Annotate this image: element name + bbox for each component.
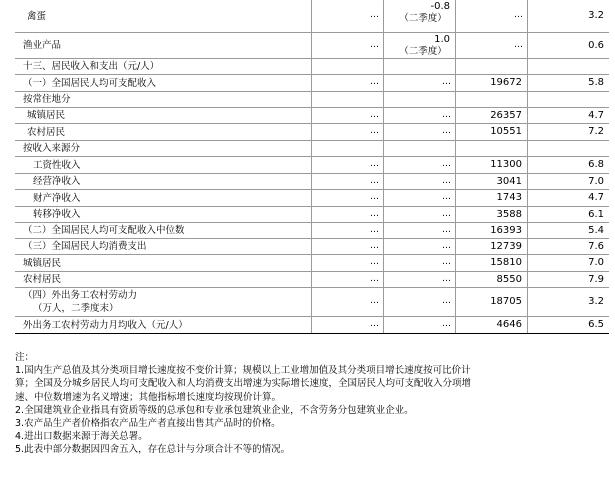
table-cell: [383, 174, 456, 189]
row-label: 农村居民: [27, 127, 66, 138]
table-cell: [311, 255, 384, 271]
table-cell: [455, 223, 528, 238]
row-label: （一）全国居民人均可支配收入: [23, 78, 157, 89]
ellipsis-mark: …: [442, 110, 450, 120]
table-cell: [311, 108, 384, 123]
table-cell: [383, 190, 456, 206]
ellipsis-mark: …: [370, 10, 378, 20]
ellipsis-mark: …: [370, 209, 378, 219]
table-cell: [455, 59, 528, 74]
table-cell: [383, 255, 456, 271]
table-cell: [383, 92, 456, 107]
table-cell: [311, 223, 384, 238]
table-cell: [311, 33, 384, 58]
cell-value: 7.2: [588, 126, 604, 137]
cell-value: 26357: [490, 110, 522, 121]
table-cell: [311, 239, 384, 254]
ellipsis-mark: …: [442, 209, 450, 219]
table-cell: [455, 0, 528, 32]
table-cell: [383, 239, 456, 254]
note-line: 5.此表中部分数据因四舍五入，存在总计与分项合计不等的情况。: [15, 444, 291, 456]
table-cell: [455, 157, 528, 173]
row-label: （二）全国居民人均可支配收入中位数: [23, 225, 185, 236]
ellipsis-mark: …: [370, 319, 378, 329]
table-cell: [527, 255, 610, 271]
ellipsis-mark: …: [370, 126, 378, 136]
ellipsis-mark: …: [370, 296, 378, 306]
table-cell: [311, 141, 384, 156]
ellipsis-mark: …: [514, 40, 522, 50]
ellipsis-mark: …: [370, 274, 378, 284]
table-row: [15, 0, 609, 33]
row-label: 城镇居民: [27, 110, 66, 121]
table-notes: [15, 351, 605, 457]
table-cell: [311, 92, 384, 107]
cell-value: 16393: [490, 225, 522, 236]
table-cell: [455, 92, 528, 107]
table-cell: [455, 288, 528, 316]
row-label: 经营净收入: [33, 176, 81, 187]
table-row: [15, 272, 609, 288]
cell-value: 1743: [496, 192, 522, 203]
row-label-line: （四）外出务工农村劳动力: [23, 290, 138, 301]
cell-value: 8550: [496, 274, 522, 285]
note-line: 速、中位数增速为名义增速；其他指标增长速度均按现价计算。: [15, 391, 282, 403]
table-row: [15, 124, 609, 141]
cell-value: 3588: [496, 209, 522, 220]
table-cell: [383, 59, 456, 74]
table-cell: [527, 59, 610, 74]
table-cell: [311, 157, 384, 173]
table-cell: [527, 207, 610, 222]
table-cell: [527, 288, 610, 316]
table-cell: [527, 108, 610, 123]
quarter-value: [386, 34, 450, 58]
note-line: 3.农产品生产者价格指农产品生产者直接出售其产品时的价格。: [15, 418, 281, 430]
table-cell: [527, 174, 610, 189]
table-cell: [455, 207, 528, 222]
row-label: 农村居民: [23, 274, 62, 285]
table-cell: [383, 272, 456, 287]
ellipsis-mark: …: [442, 319, 450, 329]
cell-value: 11300: [490, 159, 522, 170]
ellipsis-mark: …: [370, 77, 378, 87]
table-cell: [383, 317, 456, 333]
table-cell: [311, 288, 384, 316]
cell-value: 5.4: [588, 225, 604, 236]
table-cell: [455, 174, 528, 189]
table-cell: [311, 75, 384, 91]
ellipsis-mark: …: [442, 296, 450, 306]
ellipsis-mark: …: [370, 192, 378, 202]
ellipsis-mark: …: [442, 225, 450, 235]
cell-value: 7.0: [588, 257, 604, 268]
table-cell: [527, 75, 610, 91]
table-cell: [383, 288, 456, 316]
table-cell: [455, 239, 528, 254]
table-cell: [455, 317, 528, 333]
table-row: [15, 141, 609, 157]
table-cell: [527, 239, 610, 254]
cell-value: 6.8: [588, 159, 604, 170]
table-cell: [455, 33, 528, 58]
ellipsis-mark: …: [370, 110, 378, 120]
cell-value: 0.6: [588, 40, 604, 51]
cell-value: 7.0: [588, 176, 604, 187]
row-label: 转移净收入: [33, 209, 81, 220]
ellipsis-mark: …: [370, 241, 378, 251]
ellipsis-mark: …: [442, 257, 450, 267]
ellipsis-mark: …: [442, 176, 450, 186]
cell-value: 10551: [490, 126, 522, 137]
note-line: 1.国内生产总值及其分类项目增长速度按不变价计算；规模以上工业增加值及其分类项目增长速度按可比价计: [15, 365, 471, 377]
table-cell: [311, 190, 384, 206]
ellipsis-mark: …: [442, 126, 450, 136]
table-row: [15, 239, 609, 255]
table-cell: [311, 272, 384, 287]
cell-period: （二季度）: [399, 13, 447, 24]
table-cell: [383, 124, 456, 140]
row-label: 按收入来源分: [23, 143, 81, 154]
table-row: [15, 59, 609, 75]
ellipsis-mark: …: [442, 241, 450, 251]
table-cell: [527, 272, 610, 287]
ellipsis-mark: …: [370, 176, 378, 186]
table-cell: [311, 124, 384, 140]
table-cell: [311, 0, 384, 32]
table-cell: [383, 223, 456, 238]
table-row: [15, 207, 609, 223]
row-label: 城镇居民: [23, 258, 62, 269]
table-cell: [527, 157, 610, 173]
cell-value: 3.2: [588, 296, 604, 307]
table-row: [15, 75, 609, 92]
table-cell: [311, 174, 384, 189]
note-line: 2.全国建筑业企业指具有资质等级的总承包和专业承包建筑业企业，不含劳务分包建筑业企业。: [15, 404, 414, 416]
cell-value: 7.9: [588, 274, 604, 285]
ellipsis-mark: …: [370, 225, 378, 235]
table-row: [15, 174, 609, 190]
table-cell: [455, 124, 528, 140]
ellipsis-mark: …: [370, 257, 378, 267]
row-label: [23, 289, 137, 315]
cell-value: 15810: [490, 257, 522, 268]
table-cell: [383, 0, 456, 32]
ellipsis-mark: …: [442, 192, 450, 202]
cell-value: 5.8: [588, 77, 604, 88]
table-row: [15, 223, 609, 239]
table-cell: [527, 33, 610, 58]
cell-value: 3.2: [588, 10, 604, 21]
quarter-value: [386, 1, 450, 25]
table-cell: [527, 92, 610, 107]
table-cell: [455, 190, 528, 206]
table-row: [15, 190, 609, 207]
cell-period: （二季度）: [399, 46, 447, 57]
table-cell: [383, 108, 456, 123]
row-label: 外出务工农村劳动力月均收入（元/人）: [23, 320, 188, 331]
table-cell: [311, 317, 384, 333]
row-label-line: （万人，二季度末）: [33, 303, 119, 314]
row-label: 按常住地分: [23, 94, 71, 105]
table-row: [15, 108, 609, 124]
table-cell: [383, 75, 456, 91]
table-cell: [527, 141, 610, 156]
table-cell: [383, 207, 456, 222]
row-label: （三）全国居民人均消费支出: [23, 241, 147, 252]
ellipsis-mark: …: [370, 159, 378, 169]
row-label: 工资性收入: [33, 160, 81, 171]
table-cell: [527, 190, 610, 206]
table-cell: [455, 108, 528, 123]
table-row: [15, 255, 609, 272]
cell-value: 19672: [490, 77, 522, 88]
row-label: 禽蛋: [27, 11, 47, 22]
cell-value: 4.7: [588, 110, 604, 121]
table-cell: [383, 141, 456, 156]
cell-value: 6.5: [588, 319, 604, 330]
table-cell: [455, 141, 528, 156]
cell-value: 4646: [496, 319, 522, 330]
cell-value: 3041: [496, 176, 522, 187]
cell-value: 18705: [490, 296, 522, 307]
table-cell: [383, 157, 456, 173]
table-row: [15, 157, 609, 174]
row-label: 十三、居民收入和支出（元/人）: [23, 61, 160, 72]
table-row: [15, 317, 609, 334]
ellipsis-mark: …: [370, 40, 378, 50]
ellipsis-mark: …: [442, 159, 450, 169]
table-cell: [455, 255, 528, 271]
table-row: [15, 33, 609, 59]
table-cell: [455, 272, 528, 287]
table-cell: [527, 0, 610, 32]
row-label: 渔业产品: [23, 40, 62, 51]
cell-value: -0.8: [430, 1, 450, 12]
cell-value: 1.0: [434, 34, 450, 45]
table-row: [15, 92, 609, 108]
table-cell: [527, 223, 610, 238]
row-label: 财产净收入: [33, 193, 81, 204]
ellipsis-mark: …: [514, 10, 522, 20]
table-cell: [527, 317, 610, 333]
statistics-table: [15, 0, 609, 334]
note-line: 4.进出口数据来源于海关总署。: [15, 431, 148, 443]
table-cell: [383, 33, 456, 58]
table-cell: [311, 59, 384, 74]
ellipsis-mark: …: [442, 274, 450, 284]
cell-value: 6.1: [588, 209, 604, 220]
ellipsis-mark: …: [442, 77, 450, 87]
table-cell: [527, 124, 610, 140]
notes-title: 注：: [15, 352, 35, 363]
note-line: 算；全国及分城乡居民人均可支配收入和人均消费支出增速为实际增长速度，全国居民人均可支配收入分项增: [15, 378, 472, 390]
cell-value: 4.7: [588, 192, 604, 203]
table-row: [15, 288, 609, 317]
cell-value: 7.6: [588, 241, 604, 252]
table-cell: [311, 207, 384, 222]
cell-value: 12739: [490, 241, 522, 252]
table-cell: [455, 75, 528, 91]
